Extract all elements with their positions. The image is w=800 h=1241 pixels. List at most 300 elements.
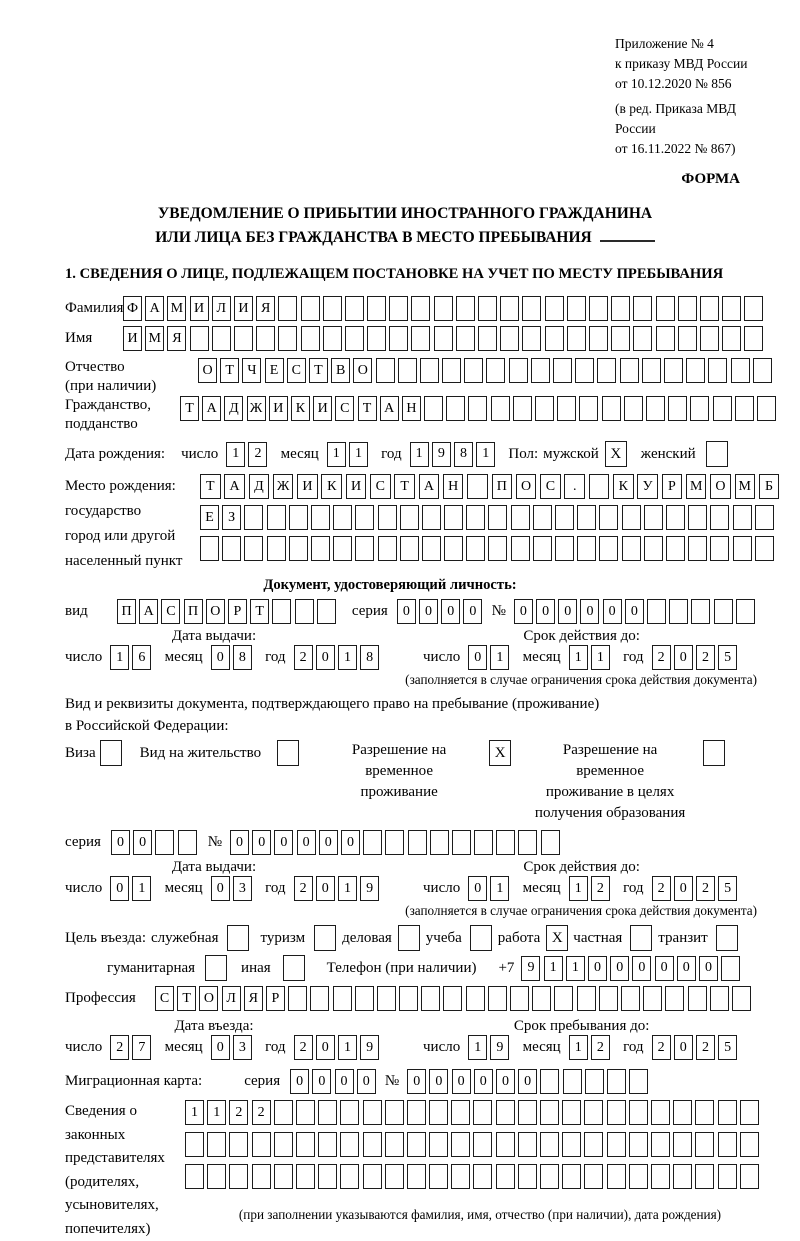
char-cell[interactable]: М [735,474,756,499]
entry-day-field[interactable] [110,1035,154,1060]
char-cell[interactable]: Н [443,474,464,499]
char-cell[interactable]: А [202,396,221,421]
char-cell[interactable] [740,1164,759,1189]
char-cell[interactable] [496,1132,515,1157]
char-cell[interactable] [340,1164,359,1189]
char-cell[interactable] [466,505,485,530]
char-cell[interactable]: Я [167,326,186,351]
char-cell[interactable] [744,296,763,321]
char-cell[interactable] [669,599,688,624]
char-cell[interactable]: 0 [632,956,651,981]
char-cell[interactable]: Н [402,396,421,421]
char-cell[interactable] [740,1132,759,1157]
char-cell[interactable]: Т [358,396,377,421]
char-cell[interactable] [296,1164,315,1189]
char-cell[interactable]: 0 [211,645,230,670]
char-cell[interactable]: М [686,474,707,499]
char-cell[interactable]: 0 [297,830,316,855]
char-cell[interactable]: К [321,474,342,499]
issue-month-field[interactable] [211,645,255,670]
char-cell[interactable]: А [419,474,440,499]
char-cell[interactable] [377,986,396,1011]
char-cell[interactable]: Е [265,358,284,383]
char-cell[interactable] [229,1164,248,1189]
char-cell[interactable] [420,358,439,383]
char-cell[interactable] [518,830,537,855]
char-cell[interactable]: И [190,296,209,321]
char-cell[interactable] [555,536,574,561]
char-cell[interactable] [207,1132,226,1157]
char-cell[interactable] [385,1100,404,1125]
birth-day-field[interactable] [226,442,270,467]
residence-number-field[interactable] [230,830,563,855]
char-cell[interactable] [442,358,461,383]
char-cell[interactable] [755,536,774,561]
char-cell[interactable] [532,986,551,1011]
char-cell[interactable] [540,1069,559,1094]
issue-year-field[interactable] [294,645,383,670]
char-cell[interactable]: З [222,505,241,530]
char-cell[interactable]: 0 [463,599,482,624]
char-cell[interactable] [429,1132,448,1157]
purpose-business-checkbox[interactable] [227,925,249,951]
char-cell[interactable]: 8 [360,645,379,670]
char-cell[interactable] [597,358,616,383]
char-cell[interactable] [633,296,652,321]
char-cell[interactable] [385,830,404,855]
char-cell[interactable] [622,536,641,561]
char-cell[interactable] [535,396,554,421]
char-cell[interactable] [540,1100,559,1125]
char-cell[interactable] [563,1069,582,1094]
char-cell[interactable] [757,396,776,421]
char-cell[interactable]: С [370,474,391,499]
char-cell[interactable] [629,1164,648,1189]
char-cell[interactable]: Р [662,474,683,499]
char-cell[interactable] [488,986,507,1011]
stay-year-field[interactable] [652,1035,741,1060]
char-cell[interactable] [407,1100,426,1125]
char-cell[interactable] [289,505,308,530]
residence-series-field[interactable] [111,830,200,855]
char-cell[interactable]: А [139,599,158,624]
char-cell[interactable] [545,296,564,321]
char-cell[interactable] [691,599,710,624]
char-cell[interactable]: 3 [233,1035,252,1060]
char-cell[interactable]: 9 [360,876,379,901]
char-cell[interactable] [577,536,596,561]
char-cell[interactable] [611,296,630,321]
char-cell[interactable]: 2 [652,1035,671,1060]
char-cell[interactable] [274,1132,293,1157]
char-cell[interactable]: 5 [718,1035,737,1060]
char-cell[interactable] [555,505,574,530]
residence-valid-year-field[interactable] [652,876,741,901]
char-cell[interactable]: О [199,986,218,1011]
char-cell[interactable] [643,986,662,1011]
char-cell[interactable] [340,1132,359,1157]
char-cell[interactable]: 0 [441,599,460,624]
char-cell[interactable]: 0 [677,956,696,981]
char-cell[interactable] [629,1069,648,1094]
char-cell[interactable] [323,296,342,321]
char-cell[interactable] [278,296,297,321]
char-cell[interactable]: 0 [468,876,487,901]
char-cell[interactable] [207,1164,226,1189]
char-cell[interactable] [318,1132,337,1157]
char-cell[interactable]: К [291,396,310,421]
char-cell[interactable] [363,830,382,855]
char-cell[interactable] [229,1132,248,1157]
char-cell[interactable] [389,326,408,351]
char-cell[interactable]: Я [256,296,275,321]
doc-kind-field[interactable] [117,599,339,624]
char-cell[interactable]: Т [177,986,196,1011]
char-cell[interactable] [721,956,740,981]
char-cell[interactable] [740,1100,759,1125]
char-cell[interactable]: 0 [588,956,607,981]
char-cell[interactable] [408,830,427,855]
char-cell[interactable] [607,1069,626,1094]
char-cell[interactable] [399,986,418,1011]
phone-field[interactable] [521,956,743,981]
char-cell[interactable] [732,986,751,1011]
char-cell[interactable]: 7 [132,1035,151,1060]
char-cell[interactable] [473,1164,492,1189]
valid-month-field[interactable] [569,645,613,670]
char-cell[interactable] [478,296,497,321]
char-cell[interactable] [500,326,519,351]
char-cell[interactable]: 0 [316,876,335,901]
char-cell[interactable] [622,505,641,530]
char-cell[interactable] [456,326,475,351]
char-cell[interactable] [222,536,241,561]
char-cell[interactable]: 1 [338,645,357,670]
char-cell[interactable] [642,358,661,383]
char-cell[interactable] [430,830,449,855]
char-cell[interactable] [486,358,505,383]
char-cell[interactable] [421,986,440,1011]
char-cell[interactable] [629,1100,648,1125]
char-cell[interactable] [296,1132,315,1157]
char-cell[interactable] [267,536,286,561]
char-cell[interactable] [611,326,630,351]
char-cell[interactable] [318,1100,337,1125]
char-cell[interactable]: 2 [591,1035,610,1060]
char-cell[interactable]: 0 [474,1069,493,1094]
char-cell[interactable]: 0 [496,1069,515,1094]
char-cell[interactable]: 9 [521,956,540,981]
profession-field[interactable] [155,986,754,1011]
char-cell[interactable]: Д [224,396,243,421]
legal-rep-field-line3[interactable] [185,1164,762,1189]
char-cell[interactable] [533,505,552,530]
char-cell[interactable] [355,536,374,561]
char-cell[interactable]: 1 [338,876,357,901]
char-cell[interactable] [333,505,352,530]
char-cell[interactable] [584,1132,603,1157]
char-cell[interactable]: 1 [569,1035,588,1060]
char-cell[interactable]: М [145,326,164,351]
char-cell[interactable]: 2 [252,1100,271,1125]
char-cell[interactable]: 0 [290,1069,309,1094]
char-cell[interactable]: 0 [316,1035,335,1060]
char-cell[interactable] [629,1132,648,1157]
char-cell[interactable] [363,1132,382,1157]
char-cell[interactable]: Т [220,358,239,383]
char-cell[interactable]: 0 [674,876,693,901]
patronymic-field[interactable] [198,358,775,383]
char-cell[interactable]: У [637,474,658,499]
char-cell[interactable]: О [516,474,537,499]
residence-permit-checkbox[interactable] [277,740,299,766]
char-cell[interactable] [673,1132,692,1157]
char-cell[interactable] [385,1132,404,1157]
char-cell[interactable]: 1 [490,876,509,901]
char-cell[interactable]: 0 [419,599,438,624]
char-cell[interactable]: Д [249,474,270,499]
char-cell[interactable]: 0 [357,1069,376,1094]
char-cell[interactable] [422,536,441,561]
char-cell[interactable]: 0 [452,1069,471,1094]
birth-year-field[interactable] [410,442,499,467]
char-cell[interactable] [688,505,707,530]
entry-year-field[interactable] [294,1035,383,1060]
char-cell[interactable] [673,1164,692,1189]
char-cell[interactable] [256,326,275,351]
char-cell[interactable] [540,1164,559,1189]
char-cell[interactable]: И [123,326,142,351]
char-cell[interactable] [579,396,598,421]
char-cell[interactable]: 2 [591,876,610,901]
char-cell[interactable] [274,1164,293,1189]
char-cell[interactable] [522,326,541,351]
char-cell[interactable] [466,986,485,1011]
char-cell[interactable] [607,1164,626,1189]
char-cell[interactable]: 1 [490,645,509,670]
char-cell[interactable] [411,326,430,351]
char-cell[interactable]: Б [759,474,780,499]
char-cell[interactable]: 0 [407,1069,426,1094]
char-cell[interactable] [272,599,291,624]
char-cell[interactable] [518,1164,537,1189]
char-cell[interactable] [185,1132,204,1157]
char-cell[interactable] [688,536,707,561]
char-cell[interactable] [710,536,729,561]
char-cell[interactable] [488,536,507,561]
char-cell[interactable] [562,1100,581,1125]
char-cell[interactable] [599,505,618,530]
char-cell[interactable] [511,505,530,530]
char-cell[interactable] [466,536,485,561]
char-cell[interactable]: С [287,358,306,383]
char-cell[interactable] [665,986,684,1011]
char-cell[interactable] [367,296,386,321]
char-cell[interactable]: 2 [652,876,671,901]
char-cell[interactable]: Л [222,986,241,1011]
char-cell[interactable] [429,1164,448,1189]
char-cell[interactable]: 0 [110,876,129,901]
char-cell[interactable]: Р [228,599,247,624]
stay-day-field[interactable] [468,1035,512,1060]
char-cell[interactable] [288,986,307,1011]
char-cell[interactable]: 8 [454,442,473,467]
char-cell[interactable] [345,326,364,351]
char-cell[interactable]: 2 [229,1100,248,1125]
char-cell[interactable] [733,536,752,561]
char-cell[interactable] [713,396,732,421]
char-cell[interactable] [562,1164,581,1189]
char-cell[interactable] [252,1132,271,1157]
entry-month-field[interactable] [211,1035,255,1060]
char-cell[interactable]: О [198,358,217,383]
char-cell[interactable] [557,396,576,421]
char-cell[interactable] [700,296,719,321]
char-cell[interactable] [589,296,608,321]
char-cell[interactable] [577,986,596,1011]
char-cell[interactable]: С [161,599,180,624]
char-cell[interactable] [695,1132,714,1157]
char-cell[interactable] [633,326,652,351]
char-cell[interactable] [644,536,663,561]
char-cell[interactable]: 1 [569,876,588,901]
char-cell[interactable] [407,1164,426,1189]
char-cell[interactable]: П [492,474,513,499]
char-cell[interactable]: 1 [566,956,585,981]
char-cell[interactable]: И [234,296,253,321]
char-cell[interactable] [646,396,665,421]
char-cell[interactable]: 2 [110,1035,129,1060]
char-cell[interactable]: С [155,986,174,1011]
char-cell[interactable] [155,830,174,855]
char-cell[interactable] [311,505,330,530]
char-cell[interactable]: П [117,599,136,624]
char-cell[interactable] [678,326,697,351]
char-cell[interactable] [398,358,417,383]
char-cell[interactable] [411,296,430,321]
char-cell[interactable] [407,1132,426,1157]
char-cell[interactable]: О [206,599,225,624]
char-cell[interactable] [496,830,515,855]
purpose-commercial-checkbox[interactable] [398,925,420,951]
char-cell[interactable] [644,505,663,530]
migration-series-field[interactable] [290,1069,379,1094]
doc-series-field[interactable] [397,599,486,624]
char-cell[interactable]: 1 [591,645,610,670]
char-cell[interactable]: 0 [610,956,629,981]
char-cell[interactable]: Е [200,505,219,530]
char-cell[interactable]: 5 [718,876,737,901]
char-cell[interactable] [434,326,453,351]
char-cell[interactable] [690,396,709,421]
char-cell[interactable]: 2 [294,876,313,901]
char-cell[interactable] [518,1100,537,1125]
valid-year-field[interactable] [652,645,741,670]
char-cell[interactable] [446,396,465,421]
temp-residence-checkbox[interactable]: X [489,740,511,766]
char-cell[interactable]: М [167,296,186,321]
char-cell[interactable] [444,505,463,530]
char-cell[interactable] [363,1164,382,1189]
char-cell[interactable] [656,326,675,351]
purpose-tourism-checkbox[interactable] [314,925,336,951]
char-cell[interactable] [651,1164,670,1189]
char-cell[interactable] [451,1132,470,1157]
char-cell[interactable]: 0 [580,599,599,624]
char-cell[interactable] [323,326,342,351]
char-cell[interactable] [666,505,685,530]
char-cell[interactable] [333,986,352,1011]
char-cell[interactable]: К [613,474,634,499]
char-cell[interactable]: 2 [696,876,715,901]
char-cell[interactable] [708,358,727,383]
char-cell[interactable] [301,296,320,321]
char-cell[interactable]: Т [200,474,221,499]
char-cell[interactable] [278,326,297,351]
char-cell[interactable] [496,1100,515,1125]
char-cell[interactable] [599,536,618,561]
char-cell[interactable] [513,396,532,421]
char-cell[interactable]: 0 [625,599,644,624]
stay-month-field[interactable] [569,1035,613,1060]
char-cell[interactable] [333,536,352,561]
char-cell[interactable] [434,296,453,321]
char-cell[interactable]: 1 [544,956,563,981]
char-cell[interactable] [589,474,610,499]
char-cell[interactable]: С [335,396,354,421]
valid-day-field[interactable] [468,645,512,670]
char-cell[interactable] [212,326,231,351]
char-cell[interactable]: 0 [429,1069,448,1094]
char-cell[interactable] [509,358,528,383]
char-cell[interactable]: 2 [696,1035,715,1060]
char-cell[interactable] [522,296,541,321]
given-name-field[interactable] [123,326,766,351]
char-cell[interactable] [500,296,519,321]
char-cell[interactable] [496,1164,515,1189]
char-cell[interactable] [422,505,441,530]
char-cell[interactable]: 1 [110,645,129,670]
char-cell[interactable]: 8 [233,645,252,670]
birth-place-field-line1[interactable] [200,474,783,499]
char-cell[interactable]: 0 [230,830,249,855]
char-cell[interactable] [540,1132,559,1157]
char-cell[interactable]: Т [180,396,199,421]
char-cell[interactable] [185,1164,204,1189]
char-cell[interactable] [733,505,752,530]
char-cell[interactable] [274,1100,293,1125]
char-cell[interactable]: Т [250,599,269,624]
char-cell[interactable] [678,296,697,321]
char-cell[interactable] [695,1164,714,1189]
char-cell[interactable] [695,1100,714,1125]
char-cell[interactable]: Т [309,358,328,383]
char-cell[interactable] [607,1100,626,1125]
char-cell[interactable] [753,358,772,383]
char-cell[interactable] [363,1100,382,1125]
char-cell[interactable]: 1 [207,1100,226,1125]
purpose-transit-checkbox[interactable] [716,925,738,951]
char-cell[interactable]: 0 [674,1035,693,1060]
char-cell[interactable] [589,326,608,351]
char-cell[interactable] [585,1069,604,1094]
char-cell[interactable]: 0 [674,645,693,670]
char-cell[interactable] [722,326,741,351]
char-cell[interactable] [200,536,219,561]
char-cell[interactable] [584,1100,603,1125]
char-cell[interactable] [378,536,397,561]
char-cell[interactable] [602,396,621,421]
